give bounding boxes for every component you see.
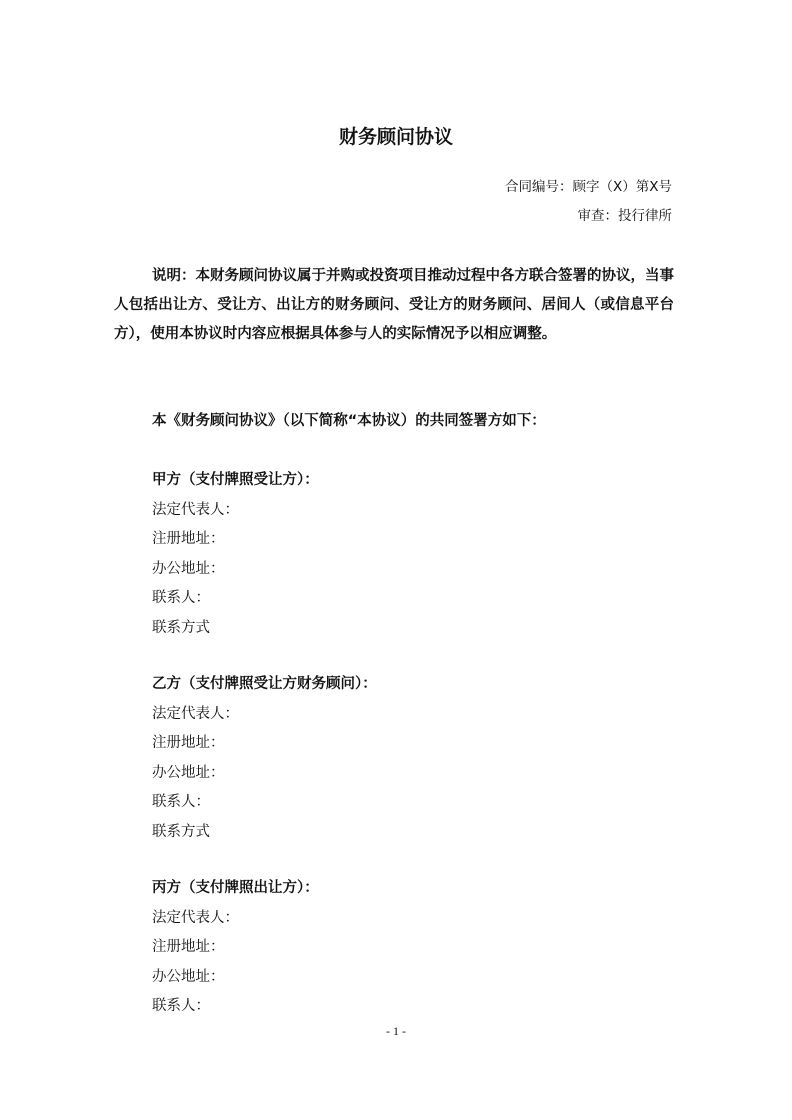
party-b-contact-person: 联系人：: [152, 794, 210, 810]
party-c-title: 丙方（支付牌照出让方）：: [152, 880, 319, 896]
party-b-title: 乙方（支付牌照受让方财务顾问）：: [152, 676, 377, 692]
party-c-contact-person: 联系人：: [152, 998, 210, 1014]
party-b-section: [152, 670, 672, 847]
party-c-office-address: 办公地址：: [152, 968, 225, 985]
document-title: 财务顾问协议: [338, 126, 453, 148]
page-number: - 1 -: [386, 1024, 406, 1038]
party-a-title: 甲方（支付牌照受让方）：: [152, 472, 319, 488]
party-b-legal-rep: 法定代表人：: [152, 705, 239, 722]
party-c-registered-address: 注册地址：: [152, 939, 225, 955]
review-line: 审查：投行律所: [577, 208, 672, 224]
party-c-section: [152, 874, 672, 1022]
intro-line: 本《财务顾问协议》（以下简称“本协议）的共同签署方如下：: [152, 413, 546, 429]
party-b-contact-info: 联系方式: [152, 823, 210, 840]
party-c-legal-rep: 法定代表人：: [152, 909, 239, 926]
party-a-section: [152, 466, 672, 643]
party-a-legal-rep: 法定代表人：: [152, 501, 239, 518]
contract-number: 合同编号：顾字（X）第X号: [505, 179, 672, 195]
party-a-contact-person: 联系人：: [152, 590, 210, 606]
explanation-paragraph: 说明：本财务顾问协议属于并购或投资项目推动过程中各方联合签署的协议，当事人包括出让方、受让方、出让方的财务顾问、受让方的财务顾问、居间人（或信息平台方），使用本协议时内容应根据具体参与人的实际情况予以相应调整。: [114, 268, 674, 342]
party-b-office-address: 办公地址：: [152, 764, 225, 781]
party-a-contact-info: 联系方式: [152, 619, 210, 636]
party-a-registered-address: 注册地址：: [152, 531, 225, 547]
party-b-registered-address: 注册地址：: [152, 735, 225, 751]
party-a-office-address: 办公地址：: [152, 560, 225, 577]
